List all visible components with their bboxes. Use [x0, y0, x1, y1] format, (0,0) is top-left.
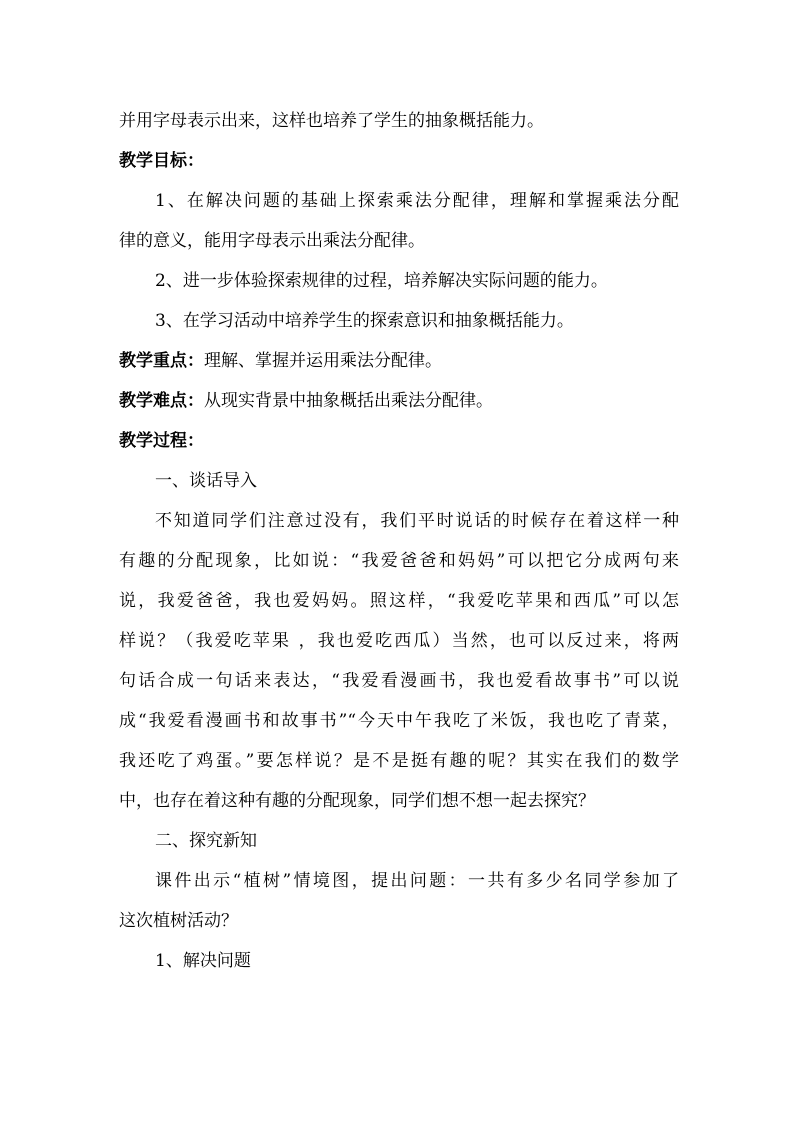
objective-item-2: 2、进一步体验探索规律的过程，培养解决实际问题的能力。 [155, 271, 608, 291]
subheading-explore: 二、探究新知 [155, 831, 257, 851]
objective-item-3: 3、在学习活动中培养学生的探索意识和抽象概括能力。 [155, 311, 574, 331]
subheading-solve: 1、解决问题 [155, 951, 251, 971]
paragraph-line: 中，也存在着这种有趣的分配现象，同学们想不想一起去探究？ [119, 791, 595, 811]
paragraph-line: 并用字母表示出来，这样也培养了学生的抽象概括能力。 [119, 111, 544, 131]
document-page [119, 101, 679, 981]
objective-item-1-continued: 律的意义，能用字母表示出乘法分配律。 [119, 231, 425, 251]
key-point-label: 教学重点： [119, 351, 204, 371]
paragraph-line: 我还吃了鸡蛋。”要怎样说？是不是挺有趣的呢？其实在我们的数学 [119, 751, 679, 771]
section-heading-process: 教学过程： [119, 431, 204, 451]
paragraph-line: 成“我爱看漫画书和故事书”“今天中午我吃了米饭，我也吃了青菜， [119, 711, 679, 731]
key-point-line [119, 341, 679, 381]
difficulty-label: 教学难点： [119, 391, 204, 411]
section-heading-objectives: 教学目标： [119, 151, 204, 171]
paragraph-line: 句话合成一句话来表达，“我爱看漫画书，我也爱看故事书”可以说 [119, 671, 679, 691]
difficulty-line [119, 381, 679, 421]
difficulty-text: 从现实背景中抽象概括出乘法分配律。 [204, 391, 493, 411]
paragraph-line: 这次植树活动？ [119, 911, 238, 931]
paragraph-line: 有趣的分配现象，比如说：“我爱爸爸和妈妈”可以把它分成两句来 [119, 551, 679, 571]
objective-item-1: 1、在解决问题的基础上探索乘法分配律，理解和掌握乘法分配 [155, 191, 679, 211]
paragraph-line: 样说？（我爱吃苹果 ，我也爱吃西瓜）当然，也可以反过来，将两 [119, 631, 679, 651]
subheading-intro: 一、谈话导入 [155, 471, 257, 491]
paragraph-line: 不知道同学们注意过没有，我们平时说话的时候存在着这样一种 [155, 511, 679, 531]
paragraph-line: 课件出示“植树”情境图，提出问题：一共有多少名同学参加了 [155, 871, 679, 891]
key-point-text: 理解、掌握并运用乘法分配律。 [204, 351, 442, 371]
paragraph-line: 说，我爱爸爸，我也爱妈妈。照这样，“我爱吃苹果和西瓜”可以怎 [119, 591, 679, 611]
